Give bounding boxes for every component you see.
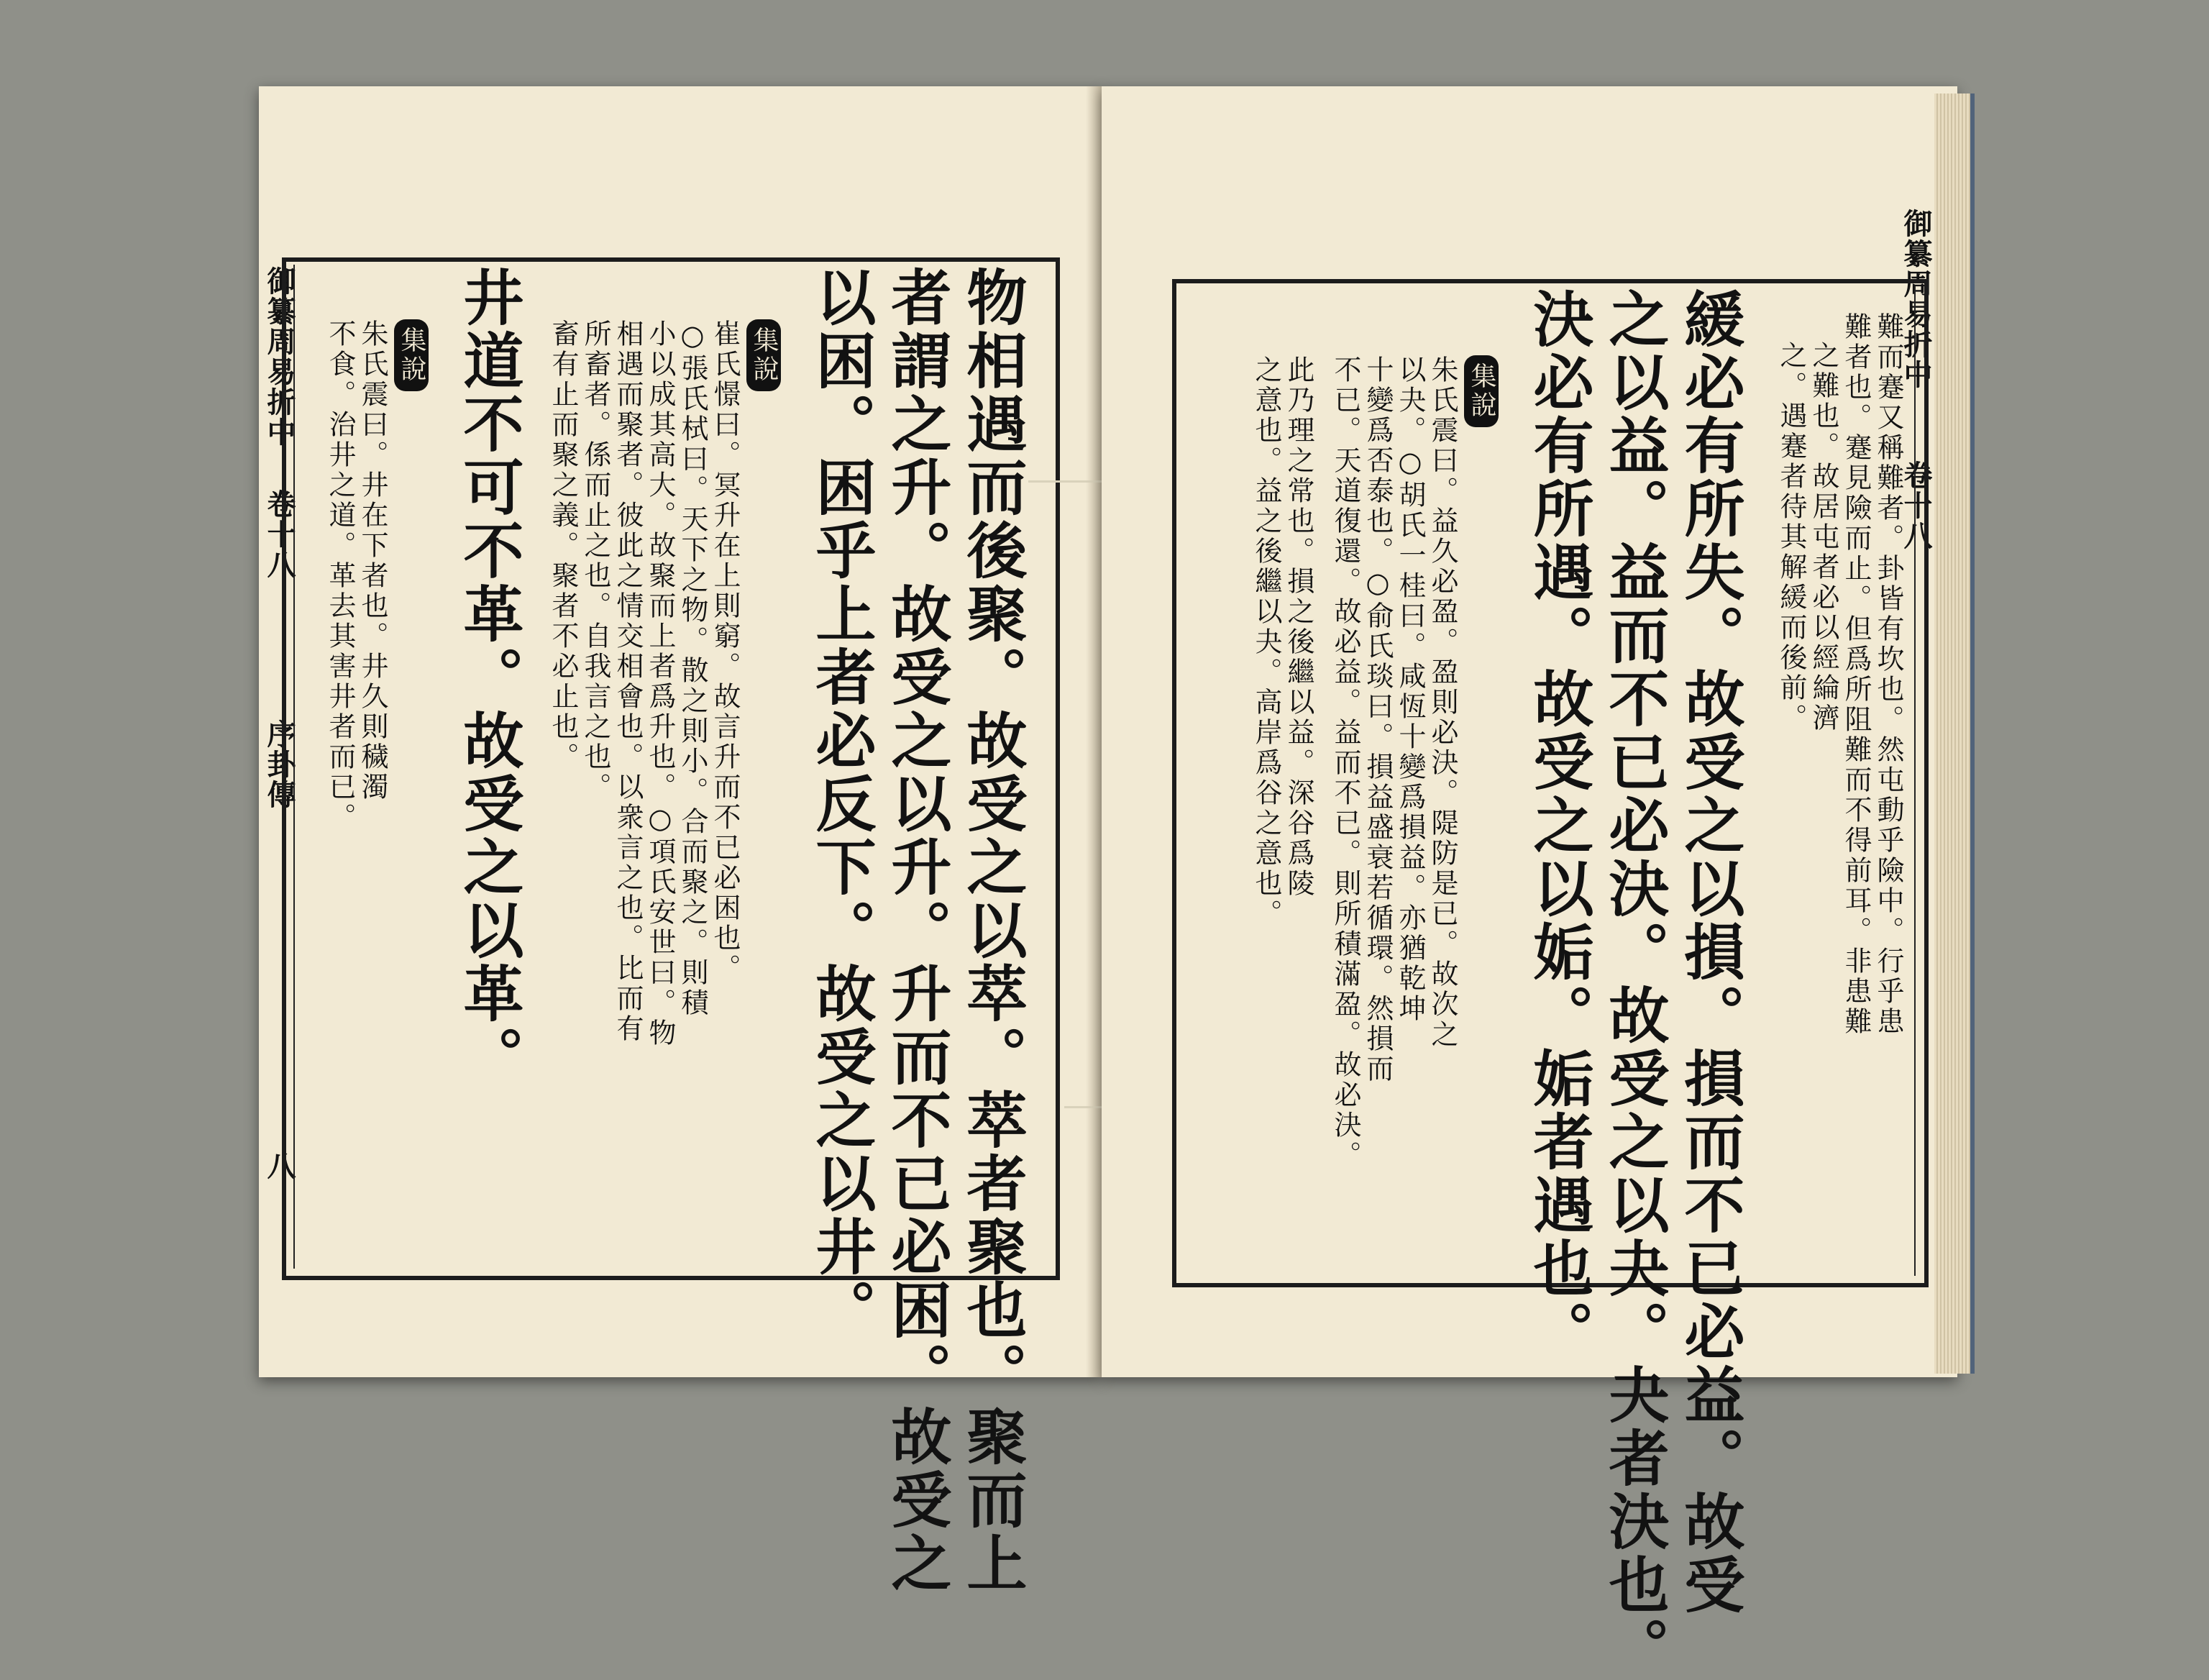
main-text-column-1: 物相遇而後聚。故受之以萃。萃者聚也。聚而上	[957, 266, 1028, 1595]
commentary-line-3: 小以成其高大。故聚而上者爲升也。○項氏安世曰。物	[644, 319, 676, 1049]
commentary-line-6: 畜有止而聚之義。聚者不必止也。	[547, 319, 579, 772]
commentary-line-1: 崔氏憬曰。冥升在上則窮。故言升而不已必困也。	[709, 319, 741, 984]
main-text-column-2: 者謂之升。故受之以升。升而不已必困。故受之	[882, 266, 953, 1595]
jishuo-tag: 集說	[394, 319, 429, 391]
commentary-tag-2	[394, 319, 429, 397]
commentary-tag-1	[746, 319, 781, 397]
right-margin-volume: 卷十八	[1899, 460, 1933, 551]
main-text-column-1: 緩必有所失。故受之以損。損而不已必益。故受	[1675, 288, 1746, 1617]
left-text-frame	[282, 257, 1060, 1595]
main-text-column-2: 之以益。益而不已必決。故受之以夬。夬者決也。	[1599, 288, 1670, 1680]
jishuo-tag: 集說	[1464, 355, 1499, 427]
right-text-frame	[1172, 279, 1933, 1680]
main-text-column-3: 以困。困乎上者必反下。故受之以井。	[806, 266, 877, 1342]
left-margin-volume: 卷十八	[262, 489, 296, 580]
commentary-line-5: 所畜者。係而止之也。自我言之也。	[580, 319, 611, 803]
inner-border-line	[293, 265, 295, 1269]
main-text-column-4: 井道不可不革。故受之以革。	[454, 266, 525, 1089]
commentary-line-2: ○張氏栻曰。天下之物。散之則小。合而聚之。則積	[677, 319, 708, 1018]
commentary-line-4: 不已。天道復還。故必益。益而不已。則所積滿盈。故必決。	[1330, 355, 1361, 1171]
commentary-tag	[1464, 355, 1499, 433]
commentary2-line-2: 不食。治井之道。革去其害井者而已。	[324, 319, 356, 833]
left-margin-page: 八	[262, 1151, 296, 1181]
left-page	[259, 86, 1102, 1595]
intro-line-2: 難者也。蹇見險而止。但爲所阻難而不得前耳。非患難	[1840, 312, 1872, 1037]
open-book	[259, 86, 1970, 1680]
commentary-line-6: 之意也。益之後繼以夬。高岸爲谷之意也。	[1250, 355, 1282, 929]
commentary-line-3: 十變爲否泰也。○俞氏琰曰。損益盛衰若循環。然損而	[1362, 355, 1394, 1085]
left-margin-section: 序卦傳	[262, 719, 296, 810]
commentary-line-1: 朱氏震曰。益久必盈。盈則必決。隄防是已。故次之	[1427, 355, 1458, 1050]
commentary-line-2: 以夬。○胡氏一桂曰。咸恆十變爲損益。亦猶乾坤	[1394, 355, 1426, 1024]
intro-line-1: 難而蹇又稱難者。卦皆有坎也。然屯動乎險中。行乎患	[1872, 312, 1904, 1037]
main-text-column-3: 決必有所遇。故受之以姤。姤者遇也。	[1524, 288, 1595, 1364]
intro-line-3: 之難也。故居屯者必以經綸濟	[1808, 341, 1839, 734]
inner-border-line	[1914, 286, 1916, 1276]
left-margin-title: 御纂周易折中	[262, 266, 296, 447]
right-margin-title: 御纂周易折中	[1899, 209, 1933, 390]
commentary2-line-1: 朱氏震曰。井在下者也。井久則穢濁	[357, 319, 388, 803]
commentary-line-5: 此乃理之常也。損之後繼以益。深谷爲陵	[1283, 355, 1314, 899]
commentary-line-4: 相遇而聚者。彼此之情交相會也。以衆言之也。比而有	[612, 319, 644, 1044]
jishuo-tag: 集說	[746, 319, 781, 391]
intro-line-4: 之。遇蹇者待其解緩而後前。	[1775, 341, 1807, 734]
page-edges	[1934, 93, 1975, 1374]
